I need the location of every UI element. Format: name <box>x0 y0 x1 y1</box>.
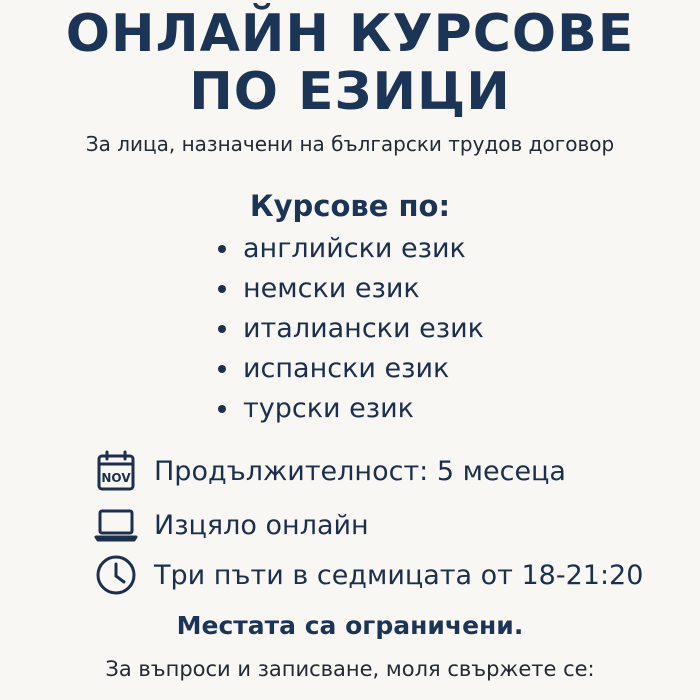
bullet-icon <box>218 285 226 293</box>
bullet-icon <box>218 405 226 413</box>
course-label: турски език <box>243 393 414 424</box>
subtitle: За лица, назначени на български трудов договор <box>85 132 615 156</box>
online-text: Изцяло онлайн <box>154 509 369 541</box>
schedule-row <box>94 553 643 597</box>
contact-text: За въпроси и записване, моля свържете се: <box>105 657 595 681</box>
calendar-icon <box>94 449 138 493</box>
course-label: английски език <box>243 233 466 264</box>
schedule-text: Три пъти в седмицата от 18-21:20 <box>154 559 644 591</box>
course-item-english <box>216 229 484 269</box>
bullet-icon <box>218 325 226 333</box>
bullet-icon <box>218 365 226 373</box>
course-label: немски език <box>243 273 420 304</box>
course-list <box>216 229 484 429</box>
course-item-german <box>216 269 484 309</box>
clock-icon <box>94 553 138 597</box>
bullet-icon <box>218 245 226 253</box>
limited-seats-notice: Местата са ограничени. <box>176 611 524 640</box>
course-label: италиански език <box>243 313 484 344</box>
course-item-spanish <box>216 349 484 389</box>
laptop-icon <box>94 503 138 547</box>
courses-heading: Курсове по: <box>249 189 451 223</box>
online-row <box>94 503 369 547</box>
course-item-italian <box>216 309 484 349</box>
duration-text: Продължителност: 5 месеца <box>154 455 566 487</box>
course-item-turkish <box>216 389 484 429</box>
duration-row <box>94 449 566 493</box>
calendar-badge-text: NOV <box>101 471 131 485</box>
title-line-2: ПО ЕЗИЦИ <box>189 62 511 122</box>
title-line-1: ОНЛАЙН КУРСОВЕ <box>65 4 635 64</box>
course-label: испански език <box>243 353 450 384</box>
